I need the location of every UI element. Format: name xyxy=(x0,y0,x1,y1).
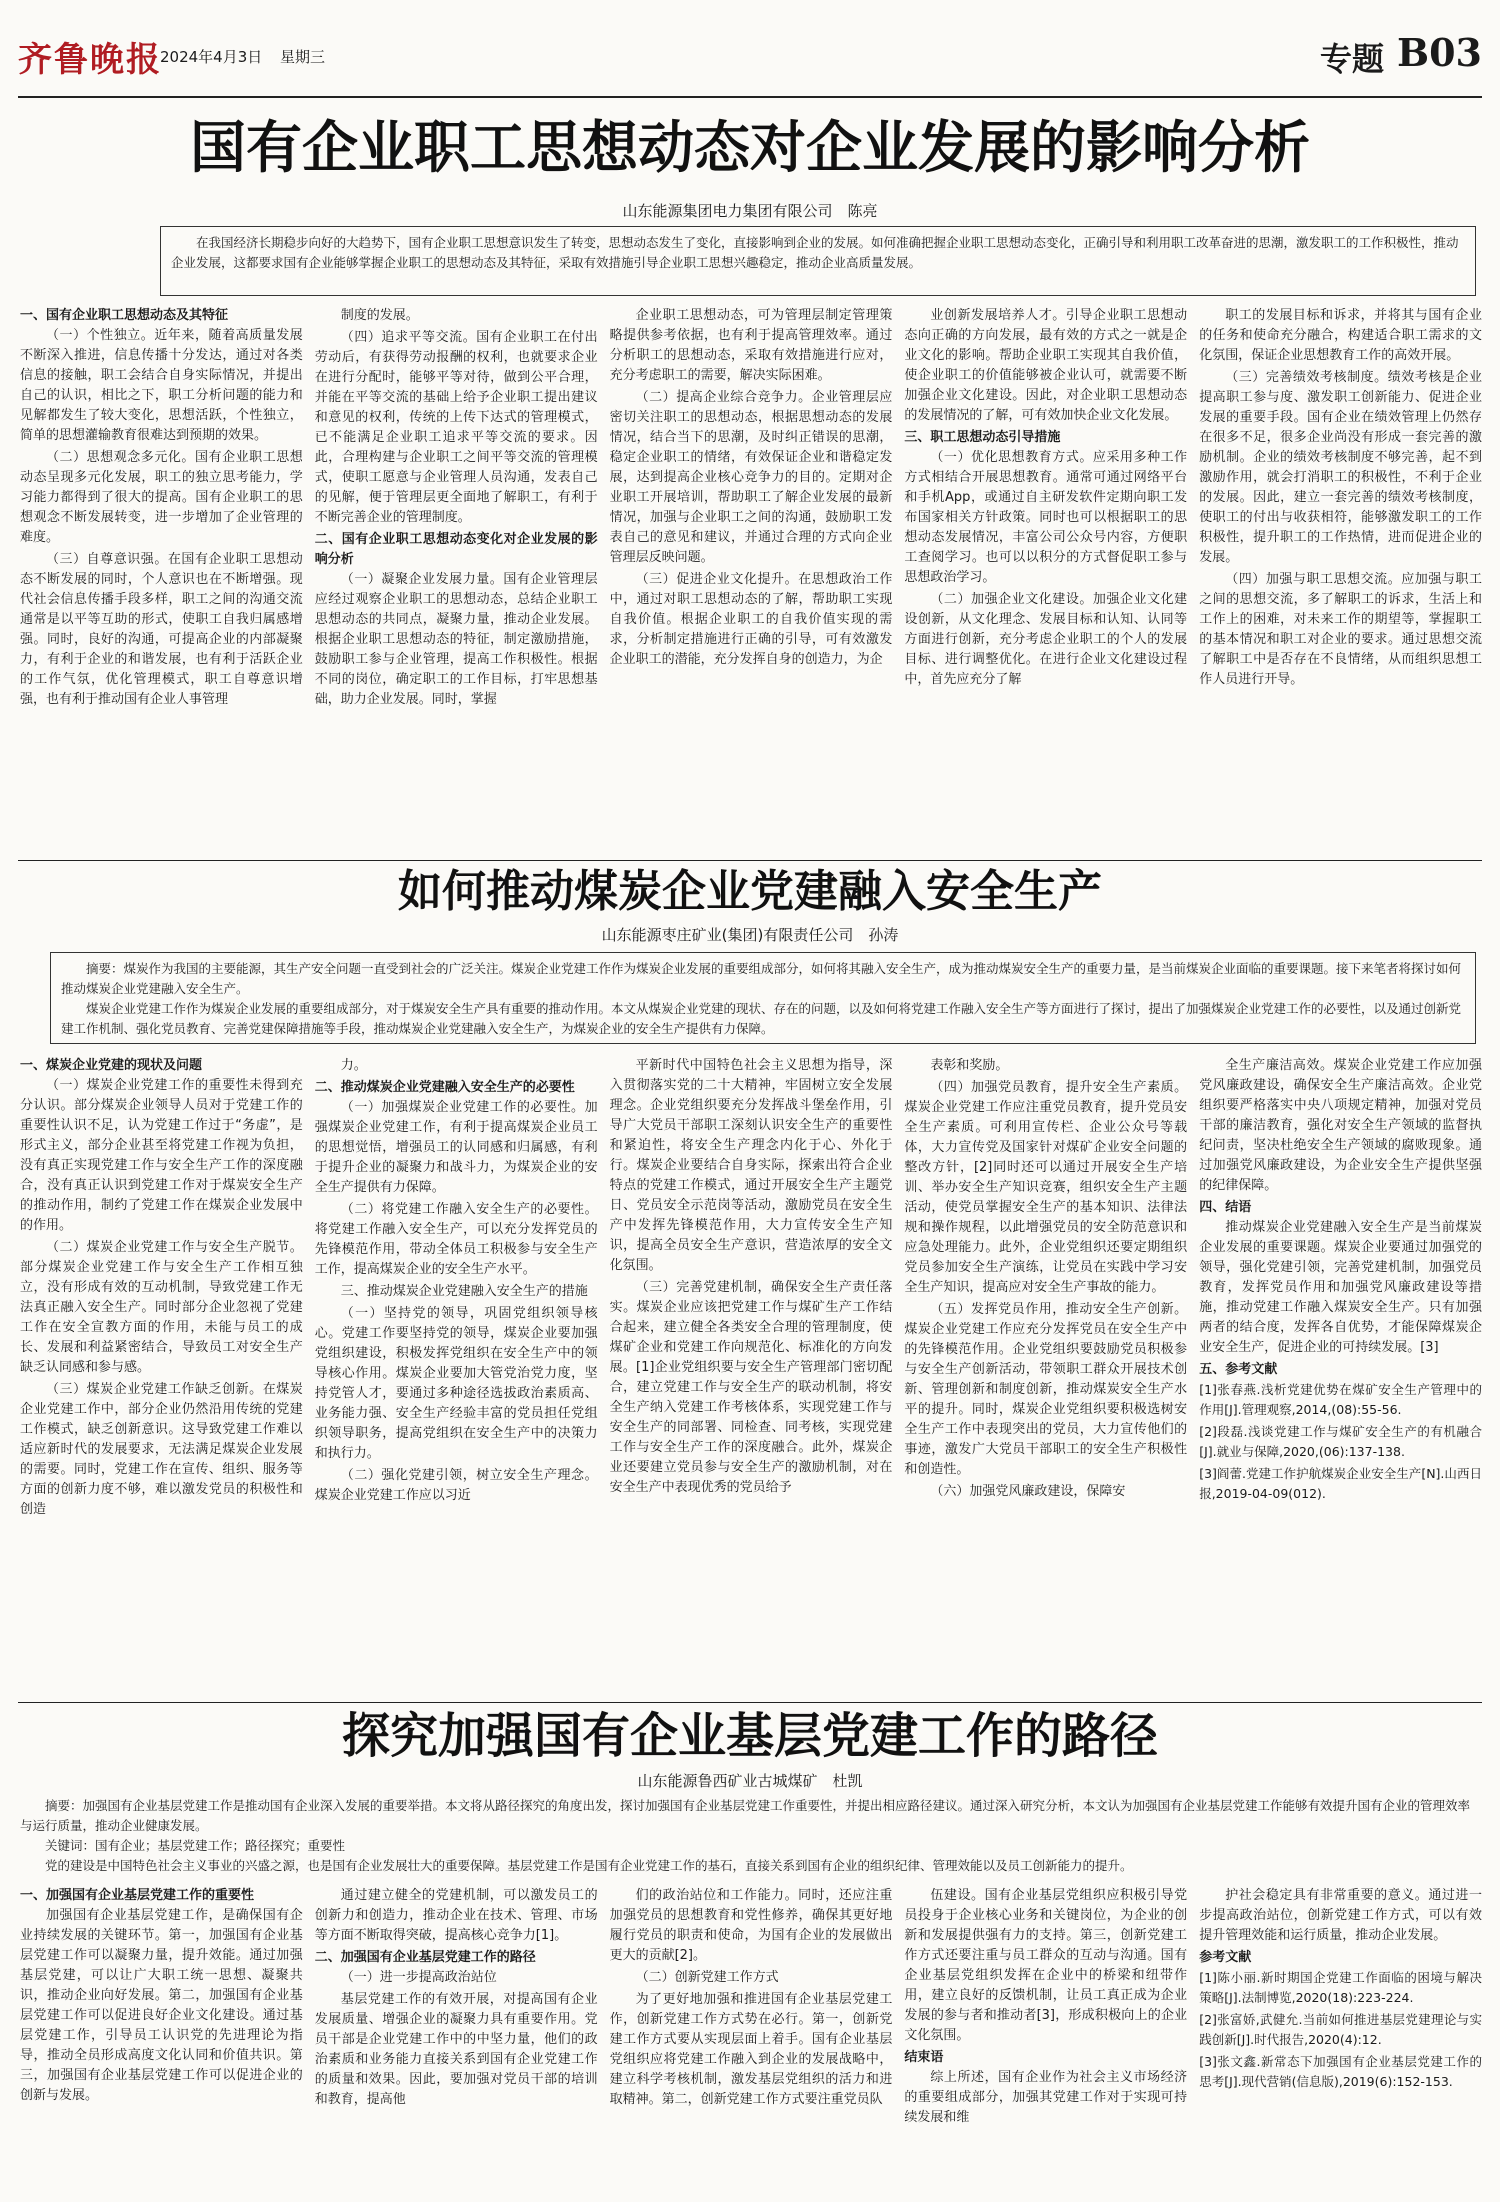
article3-keywords: 关键词：国有企业；基层党建工作；路径探究；重要性 xyxy=(45,1838,346,1853)
article3-column xyxy=(315,1886,598,2192)
article2-column xyxy=(20,1056,303,1694)
section-heading: 三、职工思想动态引导措施 xyxy=(904,430,1061,445)
body-paragraph: 企业职工思想动态，可为管理层制定管理策略提供参考依据，也有利于提高管理效率。通过分析职工的思想动态，采取有效措施进行应对，充分考虑职工的需要，解决实际困难。 xyxy=(609,308,893,383)
reference-entry: [2]段磊.浅谈党建工作与煤矿安全生产的有机融合[J].就业与保障,2020,(06):137-138. xyxy=(1199,1424,1482,1459)
body-paragraph: （三）促进企业文化提升。在思想政治工作中，通过对职工思想动态的了解，帮助职工实现自我价值。根据企业职工的自我价值实现的需求，分析制定措施进行正确的引导，可有效激发企业职工的潜能，充分发挥自身的创造力，为企 xyxy=(609,572,893,667)
article1-column xyxy=(904,306,1187,854)
body-paragraph: （一）个性独立。近年来，随着高质量发展不断深入推进，信息传播十分发达，通过对各类信息的接触，职工会结合自身实际情况，并提出自己的认识，相比之下，职工分析问题的能力和见解都发生了较大变化，思想活跃，个性独立，简单的思想灌输教育很难达到预期的效果。 xyxy=(20,328,303,443)
body-paragraph: 基层党建工作的有效开展，对提高国有企业发展质量、增强企业的凝聚力具有重要作用。党员干部是企业党建工作中的中坚力量，他们的政治素质和业务能力直接关系到国有企业党建工作的质量和效果。因此，要加强对党员干部的培训和教育，提高他 xyxy=(314,1992,598,2107)
section-name: 专题 xyxy=(1319,40,1384,78)
article-divider-2 xyxy=(18,1702,1482,1703)
body-paragraph: （一）进一步提高政治站位 xyxy=(340,1970,497,1985)
body-paragraph: 通过建立健全的党建机制，可以激发员工的创新力和创造力，推动企业在技术、管理、市场等方面不断取得突破，提高核心竞争力[1]。 xyxy=(314,1888,598,1943)
body-paragraph: （二）创新党建工作方式 xyxy=(635,1970,779,1985)
section-heading: 五、参考文献 xyxy=(1199,1362,1278,1377)
body-paragraph: （一）优化思想教育方式。应采用多种工作方式相结合开展思想教育。通常可通过网络平台和手机App，或通过自主研发软件定期向职工发布国家相关方针政策。同时也可以根据职工的思想动态发展情况，丰富公司公众号内容，方便职工查阅学习。也可以以积分的方式督促职工参与思想政治学习。 xyxy=(904,450,1188,585)
article2-column xyxy=(1199,1056,1482,1694)
body-paragraph: （六）加强党风廉政建设，保障安 xyxy=(930,1484,1126,1499)
section-heading: 一、国有企业职工思想动态及其特征 xyxy=(20,308,229,323)
article2-title: 如何推动煤炭企业党建融入安全生产 xyxy=(398,866,1102,917)
article1-column xyxy=(315,306,598,854)
section-heading: 二、推动煤炭企业党建融入安全生产的必要性 xyxy=(314,1080,575,1095)
body-paragraph: 为了更好地加强和推进国有企业基层党建工作，创新党建工作方式势在必行。第一，创新党建工作方式要从实现层面上着手。国有企业基层党组织应将党建工作融入到企业的发展战略中，建立科学考核机制，激发基层党组织的活力和进取精神。第二，创新党建工作方式要注重党员队 xyxy=(609,1992,893,2107)
body-paragraph: （三）完善绩效考核制度。绩效考核是企业提高职工参与度、激发职工创新能力、促进企业发展的重要手段。国有企业在绩效管理上仍然存在很多不足，很多企业尚没有形成一套完善的激励机制。企业的绩效考核制度不够完善，起不到激励作用，就会打消职工的积极性，不利于企业的发展。因此，建立一套完善的绩效考核制度，使职工的付出与收获相符，能够激发职工的工作积极性，提升职工的工作热情，进而促进企业的发展。 xyxy=(1199,370,1482,565)
body-paragraph: 业创新发展培养人才。引导企业职工思想动态向正确的方向发展，最有效的方式之一就是企业文化的影响。帮助企业职工实现其自我价值，使企业职工的价值能够被企业认可，就需要不断加强企业文化建设。因此，对企业职工思想动态的发展情况的了解，可有效加快企业文化发展。 xyxy=(904,308,1188,423)
body-paragraph: （二）强化党建引领，树立安全生产理念。煤炭企业党建工作应以习近 xyxy=(314,1468,598,1503)
body-paragraph: 推动煤炭企业党建融入安全生产是当前煤炭企业发展的重要课题。煤炭企业要通过加强党的领导，强化党建引领，完善党建机制，加强党员教育，发挥党员作用和加强党风廉政建设等措施，推动党建工作融入煤炭安全生产。只有加强两者的结合度，发挥各自优势，才能保障煤炭企业安全生产，促进企业的可持续发展。[3] xyxy=(1199,1220,1482,1355)
body-paragraph: （一）坚持党的领导，巩固党组织领导核心。党建工作要坚持党的领导，煤炭企业要加强党组织建设，积极发挥党组织在安全生产中的领导核心作用。煤炭企业要加大管党治党力度，坚持党管人才，要通过多种途径选拔政治素质高、业务能力强、安全生产经验丰富的党员担任党组织领导职务，提高党组织在安全生产中的决策力和执行力。 xyxy=(314,1306,598,1461)
page-number: B03 xyxy=(1397,30,1482,75)
section-heading: 一、加强国有企业基层党建工作的重要性 xyxy=(20,1888,255,1903)
article3-body xyxy=(20,1886,1482,2192)
section-heading: 参考文献 xyxy=(1199,1950,1252,1965)
article3-title: 探究加强国有企业基层党建工作的路径 xyxy=(341,1708,1158,1764)
body-paragraph: （三）自尊意识强。在国有企业职工思想动态不断发展的同时，个人意识也在不断增强。现代社会信息传播手段多样，职工之间的沟通交流通常是以平等互助的形式，使职工自我归属感增强。同时，良好的沟通，可提高企业的内部凝聚力，有利于企业的和谐发展，也有利于活跃企业的工作气氛，优化管理模式，职工自尊意识增强，也有利于推动国有企业人事管理 xyxy=(20,552,303,707)
body-paragraph: （四）加强党员教育，提升安全生产素质。煤炭企业党建工作应注重党员教育，提升党员安全生产素质。可利用宣传栏、企业公众号等载体，大力宣传党及国家针对煤矿企业安全问题的整改方针，[2]同时还可以通过开展安全生产培训、举办安全生产知识竞赛，组织安全生产主题活动，使党员掌握安全生产的基本知识、法律法规和操作规程，以此增强党员的安全防范意识和应急处理能力。此外，企业党组织还要定期组织党员参加安全生产演练，让党员在实践中学习安全生产知识，提高应对安全生产事故的能力。 xyxy=(904,1080,1188,1295)
reference-entry: [3]张文鑫.新常态下加强国有企业基层党建工作的思考[J].现代营销(信息版),2019(6):152-153. xyxy=(1199,2054,1482,2089)
article2-byline: 山东能源枣庄矿业(集团)有限责任公司 孙涛 xyxy=(601,926,899,944)
article1-column xyxy=(1199,306,1482,854)
reference-entry: [1]张春燕.浅析党建优势在煤矿安全生产管理中的作用[J].管理观察,2014,(08):55-56. xyxy=(1199,1382,1482,1417)
article2-abstract-para: 摘要：煤炭作为我国的主要能源，其生产安全问题一直受到社会的广泛关注。煤炭企业党建工作作为煤炭企业发展的重要组成部分，如何将其融入安全生产，成为推动煤炭安全生产的重要力量，是当前煤炭企业面临的重要课题。接下来笔者将探讨如何推动煤炭企业党建融入安全生产。 xyxy=(61,961,1462,996)
article3-column xyxy=(20,1886,303,2192)
article1-body xyxy=(20,306,1482,854)
issue-date: 2024年4月3日 xyxy=(160,48,263,66)
section-heading: 结束语 xyxy=(904,2050,944,2065)
section-heading: 四、结语 xyxy=(1199,1200,1252,1215)
body-paragraph: （五）发挥党员作用，推动安全生产创新。煤炭企业党建工作应充分发挥党员在安全生产中的先锋模范作用。企业党组织要鼓励党员积极参与安全生产创新活动，带领职工群众开展技术创新、管理创新和制度创新，推动煤炭安全生产水平的提升。同时，煤炭企业党组织要积极选树安全生产工作中表现突出的党员，大力宣传他们的事迹，激发广大党员干部职工的安全生产积极性和创造性。 xyxy=(904,1302,1188,1477)
body-paragraph: 制度的发展。 xyxy=(340,308,419,323)
body-paragraph: 平新时代中国特色社会主义思想为指导，深入贯彻落实党的二十大精神，牢固树立安全发展理念。企业党组织要充分发挥战斗堡垒作用，引导广大党员干部职工深刻认识安全生产的重要性和紧迫性，将安全生产理念内化于心、外化于行。煤炭企业要结合自身实际，探索出符合企业特点的党建工作模式，通过开展安全生产主题党日、党员安全示范岗等活动，激励党员在安全生产中发挥先锋模范作用，大力宣传安全生产知识，提高全员安全生产意识，营造浓厚的安全文化氛围。 xyxy=(609,1058,893,1273)
article3-column xyxy=(1199,1886,1482,2192)
body-paragraph: （二）加强企业文化建设。加强企业文化建设创新，从文化理念、发展目标和认知、认同等方面进行创新，充分考虑企业职工的个人的发展目标、进行调整优化。在进行企业文化建设过程中，首先应充分了解 xyxy=(904,592,1188,687)
body-paragraph: （一）加强煤炭企业党建工作的必要性。加强煤炭企业党建工作，有利于提高煤炭企业员工的思想觉悟，增强员工的认同感和归属感，有利于提升企业的凝聚力和战斗力，为煤炭企业的安全生产提供有力保障。 xyxy=(314,1100,598,1195)
article3-front-matter xyxy=(20,1796,1482,1880)
article1-byline: 山东能源集团电力集团有限公司 陈亮 xyxy=(622,202,878,220)
masthead xyxy=(18,24,1482,94)
newspaper-logo: 齐鲁晚报 xyxy=(18,40,162,80)
body-paragraph: （二）煤炭企业党建工作与安全生产脱节。部分煤炭企业党建工作与安全生产工作相互独立，没有形成有效的互动机制，导致党建工作无法真正融入安全生产。同时部分企业忽视了党建工作在安全宣教方面的作用，未能与员工的成长、发展和利益紧密结合，导致员工对安全生产缺乏认同感和参与感。 xyxy=(20,1240,303,1375)
body-paragraph: （二）将党建工作融入安全生产的必要性。将党建工作融入安全生产，可以充分发挥党员的先锋模范作用，带动全体员工积极参与安全生产工作，提高煤炭企业的安全生产水平。 xyxy=(314,1202,598,1277)
section-heading: 二、国有企业职工思想动态变化对企业发展的影响分析 xyxy=(314,532,598,567)
article-divider-1 xyxy=(18,860,1482,861)
article1-abstract-text: 在我国经济长期稳步向好的大趋势下，国有企业职工思想意识发生了转变，思想动态发生了变化，直接影响到企业的发展。如何准确把握企业职工思想动态变化，正确引导和利用职工改革奋进的思潮，激发职工的工作积极性，推动企业发展，这都要求国有企业能够掌握企业职工的思想动态及其特征，采取有效措施引导企业职工思想兴趣稳定，推动企业高质量发展。 xyxy=(171,235,1459,270)
reference-entry: [2]张富娇,武健允.当前如何推进基层党建理论与实践创新[J].时代报告,2020(4):12. xyxy=(1199,2012,1482,2047)
body-paragraph: （二）提高企业综合竞争力。企业管理层应密切关注职工的思想动态，根据思想动态的发展情况，结合当下的思潮，及时纠正错误的思潮，稳定企业职工的情绪，有效保证企业和谐稳定发展，达到提高企业核心竞争力的目的。定期对企业职工开展培训，帮助职工了解企业发展的最新情况，加强与企业职工之间的沟通，鼓励职工发表自己的意见和建议，并通过合理的方式向企业管理层反映问题。 xyxy=(609,390,893,565)
body-paragraph: 伍建设。国有企业基层党组织应积极引导党员投身于企业核心业务和关键岗位，为企业的创新和发展提供强有力的支持。第三，创新党建工作方式还要注重与员工群众的互动与沟通。国有企业基层党组织发挥在企业中的桥梁和纽带作用，建立良好的反馈机制，让员工真正成为企业发展的参与者和推动者[3]，形成积极向上的企业文化氛围。 xyxy=(904,1888,1188,2043)
body-paragraph: 全生产廉洁高效。煤炭企业党建工作应加强党风廉政建设，确保安全生产廉洁高效。企业党组织要严格落实中央八项规定精神，加强对党员干部的廉洁教育，强化对安全生产领域的监督执纪问责，坚决杜绝安全生产领域的腐败现象。通过加强党风廉政建设，为企业安全生产提供坚强的纪律保障。 xyxy=(1199,1058,1482,1193)
body-paragraph: （一）煤炭企业党建工作的重要性未得到充分认识。部分煤炭企业领导人员对于党建工作的重要性认识不足，认为党建工作过于“务虚”，是形式主义，部分企业甚至将党建工作视为负担，没有真正实现党建工作与安全生产工作的深度融合，没有真正认识到党建工作对于煤炭安全生产的推动作用，制约了党建工作在煤炭企业发展中的作用。 xyxy=(20,1078,303,1233)
section-heading: 二、加强国有企业基层党建工作的路径 xyxy=(314,1950,536,1965)
body-paragraph: 加强国有企业基层党建工作，是确保国有企业持续发展的关键环节。第一，加强国有企业基层党建工作可以凝聚力量，提升效能。通过加强基层党建，可以让广大职工统一思想、凝聚共识，推动企业向好发展。第二，加强国有企业基层党建工作可以促进良好企业文化建设。通过基层党建工作，引导员工认识党的先进理论为指导，推动全员形成高度文化认同和价值共识。第三，加强国有企业基层党建工作可以促进企业的创新与发展。 xyxy=(20,1908,303,2103)
body-paragraph: 们的政治站位和工作能力。同时，还应注重加强党员的思想教育和党性修养，确保其更好地履行党员的职责和使命，为国有企业的发展做出更大的贡献[2]。 xyxy=(609,1888,893,1963)
article2-column xyxy=(904,1056,1187,1694)
article2-column xyxy=(315,1056,598,1694)
body-paragraph: （三）完善党建机制，确保安全生产责任落实。煤炭企业应该把党建工作与煤矿生产工作结合起来，建立健全各类安全合理的管理制度，使煤矿企业和党建工作向规范化、标准化的方向发展。[1]企业党组织要与安全生产管理部门密切配合，建立党建工作与安全生产的联动机制，将安全生产纳入党建工作考核体系，实现党建工作与安全生产的同部署、同检查、同考核，实现党建工作与安全生产工作的深度融合。此外，煤炭企业还要建立党员参与安全生产的激励机制，对在安全生产中表现优秀的党员给予 xyxy=(609,1280,893,1495)
reference-entry: [1]陈小丽.新时期国企党建工作面临的困境与解决策略[J].法制博览,2020(18):223-224. xyxy=(1199,1970,1482,2005)
article2-body xyxy=(20,1056,1482,1694)
article1-title: 国有企业职工思想动态对企业发展的影响分析 xyxy=(190,115,1310,181)
article1-abstract xyxy=(160,226,1476,296)
body-paragraph: 力。 xyxy=(340,1058,367,1073)
body-paragraph: （一）凝聚企业发展力量。国有企业管理层应经过观察企业职工的思想动态，总结企业职工思想动态的共同点，凝聚力量，推动企业发展。根据企业职工思想动态的特征，制定激励措施，鼓励职工参与企业管理，提高工作积极性。根据不同的岗位，确定职工的工作目标，打牢思想基础，助力企业发展。同时，掌握 xyxy=(314,572,598,707)
body-paragraph: （三）煤炭企业党建工作缺乏创新。在煤炭企业党建工作中，部分企业仍然沿用传统的党建工作模式，缺乏创新意识。这导致党建工作难以适应新时代的发展要求，无法满足煤炭企业发展的需要。同时，党建工作在宣传、组织、服务等方面的创新力度不够，难以激发党员的积极性和创造 xyxy=(20,1382,303,1517)
body-paragraph: （四）追求平等交流。国有企业职工在付出劳动后，有获得劳动报酬的权利，也就要求企业在进行分配时，能够平等对待，做到公平合理，并能在平等交流的基础上给予企业职工提出建议和意见的权利，传统的上传下达式的管理模式，已不能满足企业职工追求平等交流的要求。因此，合理构建与企业职工之间平等交流的管理模式，使职工愿意与企业管理人员沟通，发表自己的见解，便于管理层更全面地了解职工，有利于不断完善企业的管理制度。 xyxy=(314,330,598,525)
article2-column xyxy=(610,1056,893,1694)
body-paragraph: （四）加强与职工思想交流。应加强与职工之间的思想交流，多了解职工的诉求，生活上和工作上的困难，对未来工作的期望等，掌握职工的基本情况和职工对企业的要求。通过思想交流了解职工中是否存在不良情绪，从而组织思想工作人员进行开导。 xyxy=(1199,572,1482,687)
article3-byline: 山东能源鲁西矿业古城煤矿 杜凯 xyxy=(637,1772,863,1790)
masthead-divider xyxy=(18,96,1482,98)
reference-entry: [3]阎蕾.党建工作护航煤炭企业安全生产[N].山西日报,2019-04-09(012). xyxy=(1199,1466,1482,1501)
article1-column xyxy=(610,306,893,854)
article2-abstract xyxy=(50,952,1476,1044)
body-paragraph: （二）思想观念多元化。国有企业职工思想动态呈现多元化发展，职工的独立思考能力，学习能力都得到了很大的提高。国有企业职工的思想观念不断发展转变，进一步增加了企业管理的难度。 xyxy=(20,450,303,545)
article3-column xyxy=(904,1886,1187,2192)
article3-abstract: 摘要：加强国有企业基层党建工作是推动国有企业深入发展的重要举措。本文将从路径探究的角度出发，探讨加强国有企业基层党建工作重要性，并提出相应路径建议。通过深入研究分析，本文认为加强国有企业基层党建工作能够有效提升国有企业的管理效率与运行质量，推动企业健康发展。 xyxy=(20,1798,1471,1833)
body-paragraph: 表彰和奖励。 xyxy=(930,1058,1009,1073)
article1-column xyxy=(20,306,303,854)
article3-intro: 党的建设是中国特色社会主义事业的兴盛之源，也是国有企业发展壮大的重要保障。基层党建工作是国有企业党建工作的基石，直接关系到国有企业的组织纪律、管理效能以及员工创新能力的提升。 xyxy=(45,1858,1133,1873)
article2-abstract-para: 煤炭企业党建工作作为煤炭企业发展的重要组成部分，对于煤炭安全生产具有重要的推动作用。本文从煤炭企业党建的现状、存在的问题，以及如何将党建工作融入安全生产等方面进行了探讨，提出了加强煤炭企业党建工作的必要性，以及通过创新党建工作机制、强化党员教育、完善党建保障措施等手段，推动煤炭企业党建融入安全生产，为煤炭企业的安全生产提供有力保障。 xyxy=(61,1001,1462,1036)
body-paragraph: 三、推动煤炭企业党建融入安全生产的措施 xyxy=(340,1284,588,1299)
body-paragraph: 护社会稳定具有非常重要的意义。通过进一步提高政治站位，创新党建工作方式，可以有效提升管理效能和运行质量，推动企业发展。 xyxy=(1199,1888,1482,1943)
issue-weekday: 星期三 xyxy=(280,48,326,66)
body-paragraph: 职工的发展目标和诉求，并将其与国有企业的任务和使命充分融合，构建适合职工需求的文化氛围，保证企业思想教育工作的高效开展。 xyxy=(1199,308,1482,363)
article3-column xyxy=(610,1886,893,2192)
body-paragraph: 综上所述，国有企业作为社会主义市场经济的重要组成部分，加强其党建工作对于实现可持续发展和维 xyxy=(904,2070,1188,2125)
section-heading: 一、煤炭企业党建的现状及问题 xyxy=(20,1058,203,1073)
